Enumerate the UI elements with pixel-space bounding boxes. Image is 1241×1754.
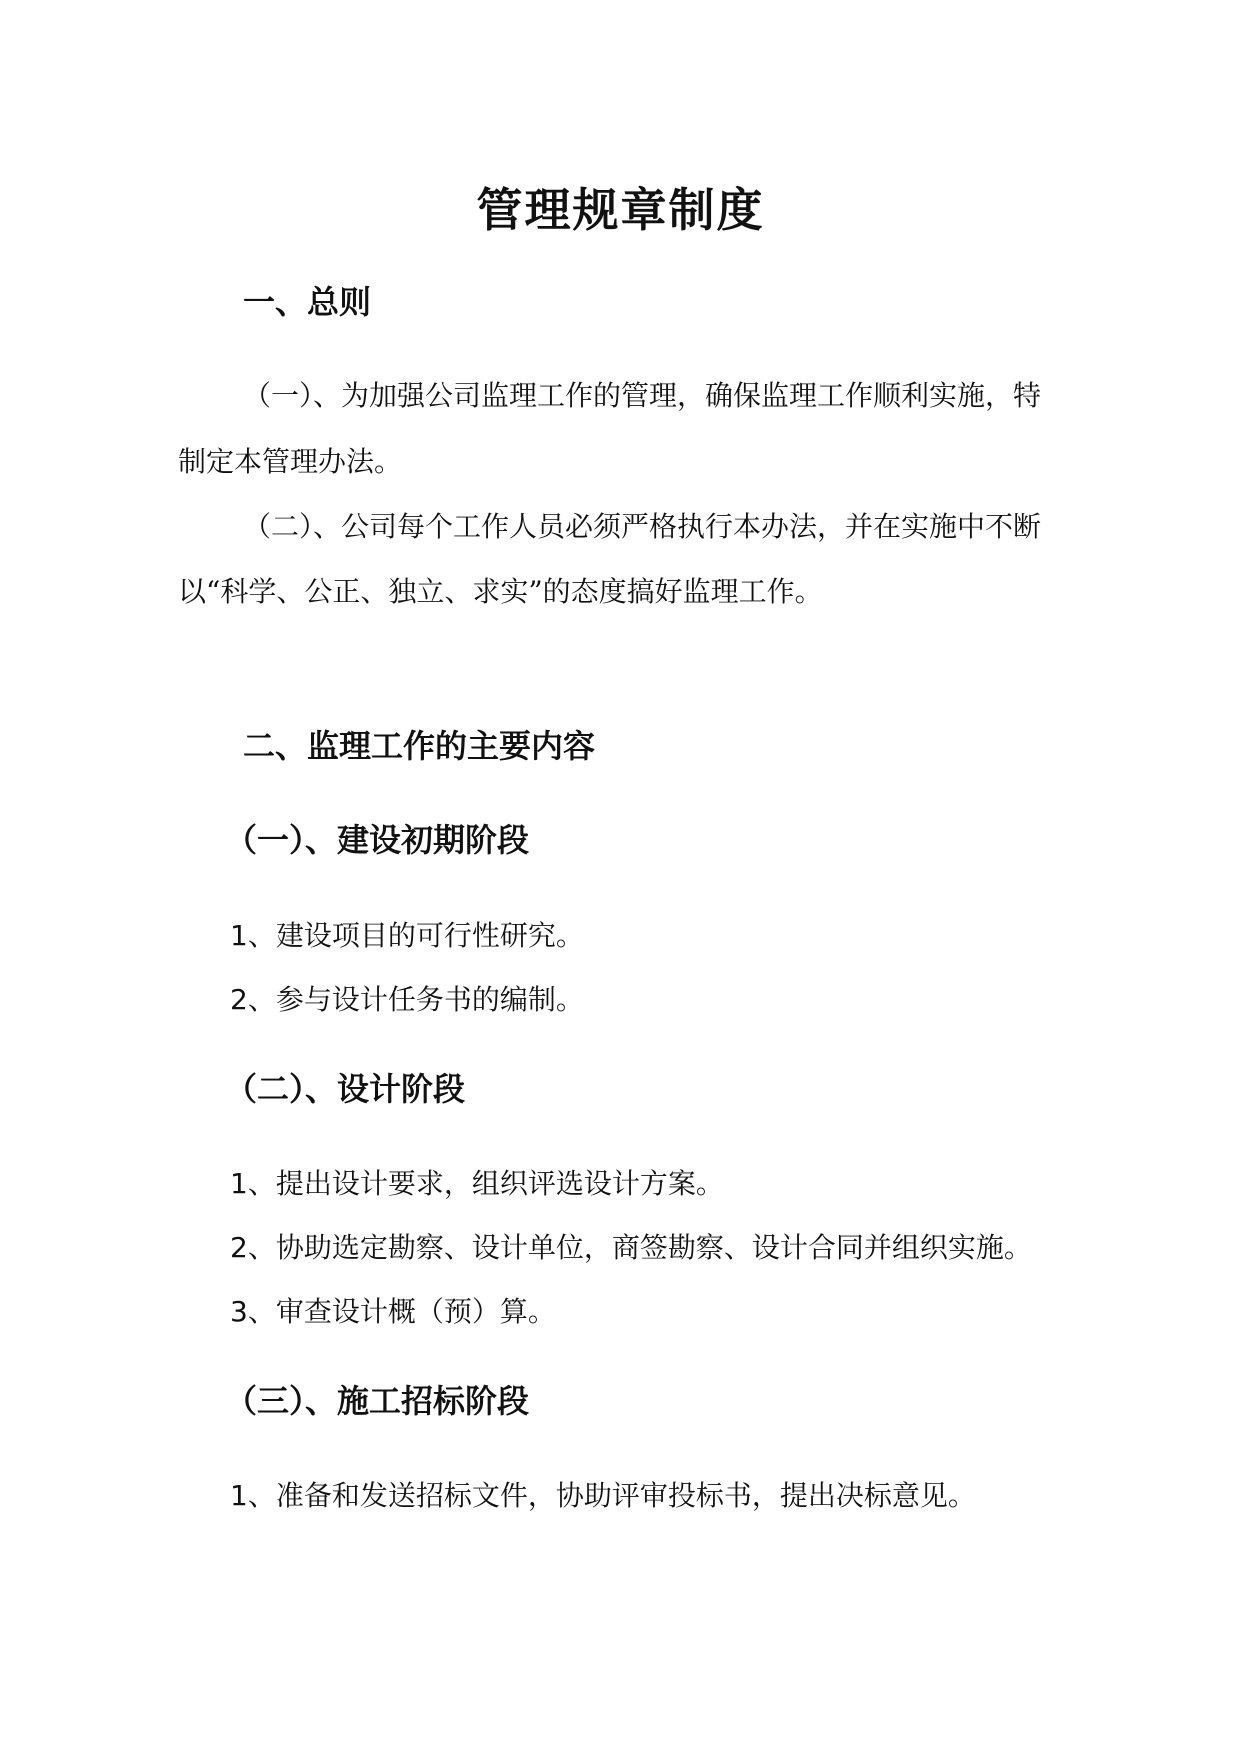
paragraph-1-line-1: （一）、为加强公司监理工作的管理，确保监理工作顺利实施，特 (243, 379, 1042, 412)
paragraph-2-line-2: 以“科学、公正、独立、求实”的态度搞好监理工作。 (178, 575, 823, 608)
subsection-heading-initial-stage: （一）、建设初期阶段 (225, 821, 530, 859)
subsection-heading-design-stage: （二）、设计阶段 (225, 1070, 466, 1108)
subsection-heading-bidding-stage: （三）、施工招标阶段 (225, 1382, 530, 1420)
section-heading-general: 一、总则 (243, 283, 372, 321)
section-heading-main-content: 二、监理工作的主要内容 (243, 727, 596, 765)
paragraph-1-line-2: 制定本管理办法。 (178, 445, 403, 478)
list-item: 1、准备和发送招标文件，协助评审投标书，提出决标意见。 (230, 1479, 976, 1512)
list-item: 3、审查设计概（预）算。 (230, 1295, 556, 1328)
list-item: 1、建设项目的可行性研究。 (230, 919, 584, 952)
document-title: 管理规章制度 (476, 183, 765, 237)
list-item: 2、协助选定勘察、设计单位，商签勘察、设计合同并组织实施。 (230, 1231, 1032, 1264)
list-item: 1、提出设计要求，组织评选设计方案。 (230, 1167, 724, 1200)
paragraph-2-line-1: （二）、公司每个工作人员必须严格执行本办法，并在实施中不断 (243, 510, 1042, 543)
list-item: 2、参与设计任务书的编制。 (230, 983, 584, 1016)
